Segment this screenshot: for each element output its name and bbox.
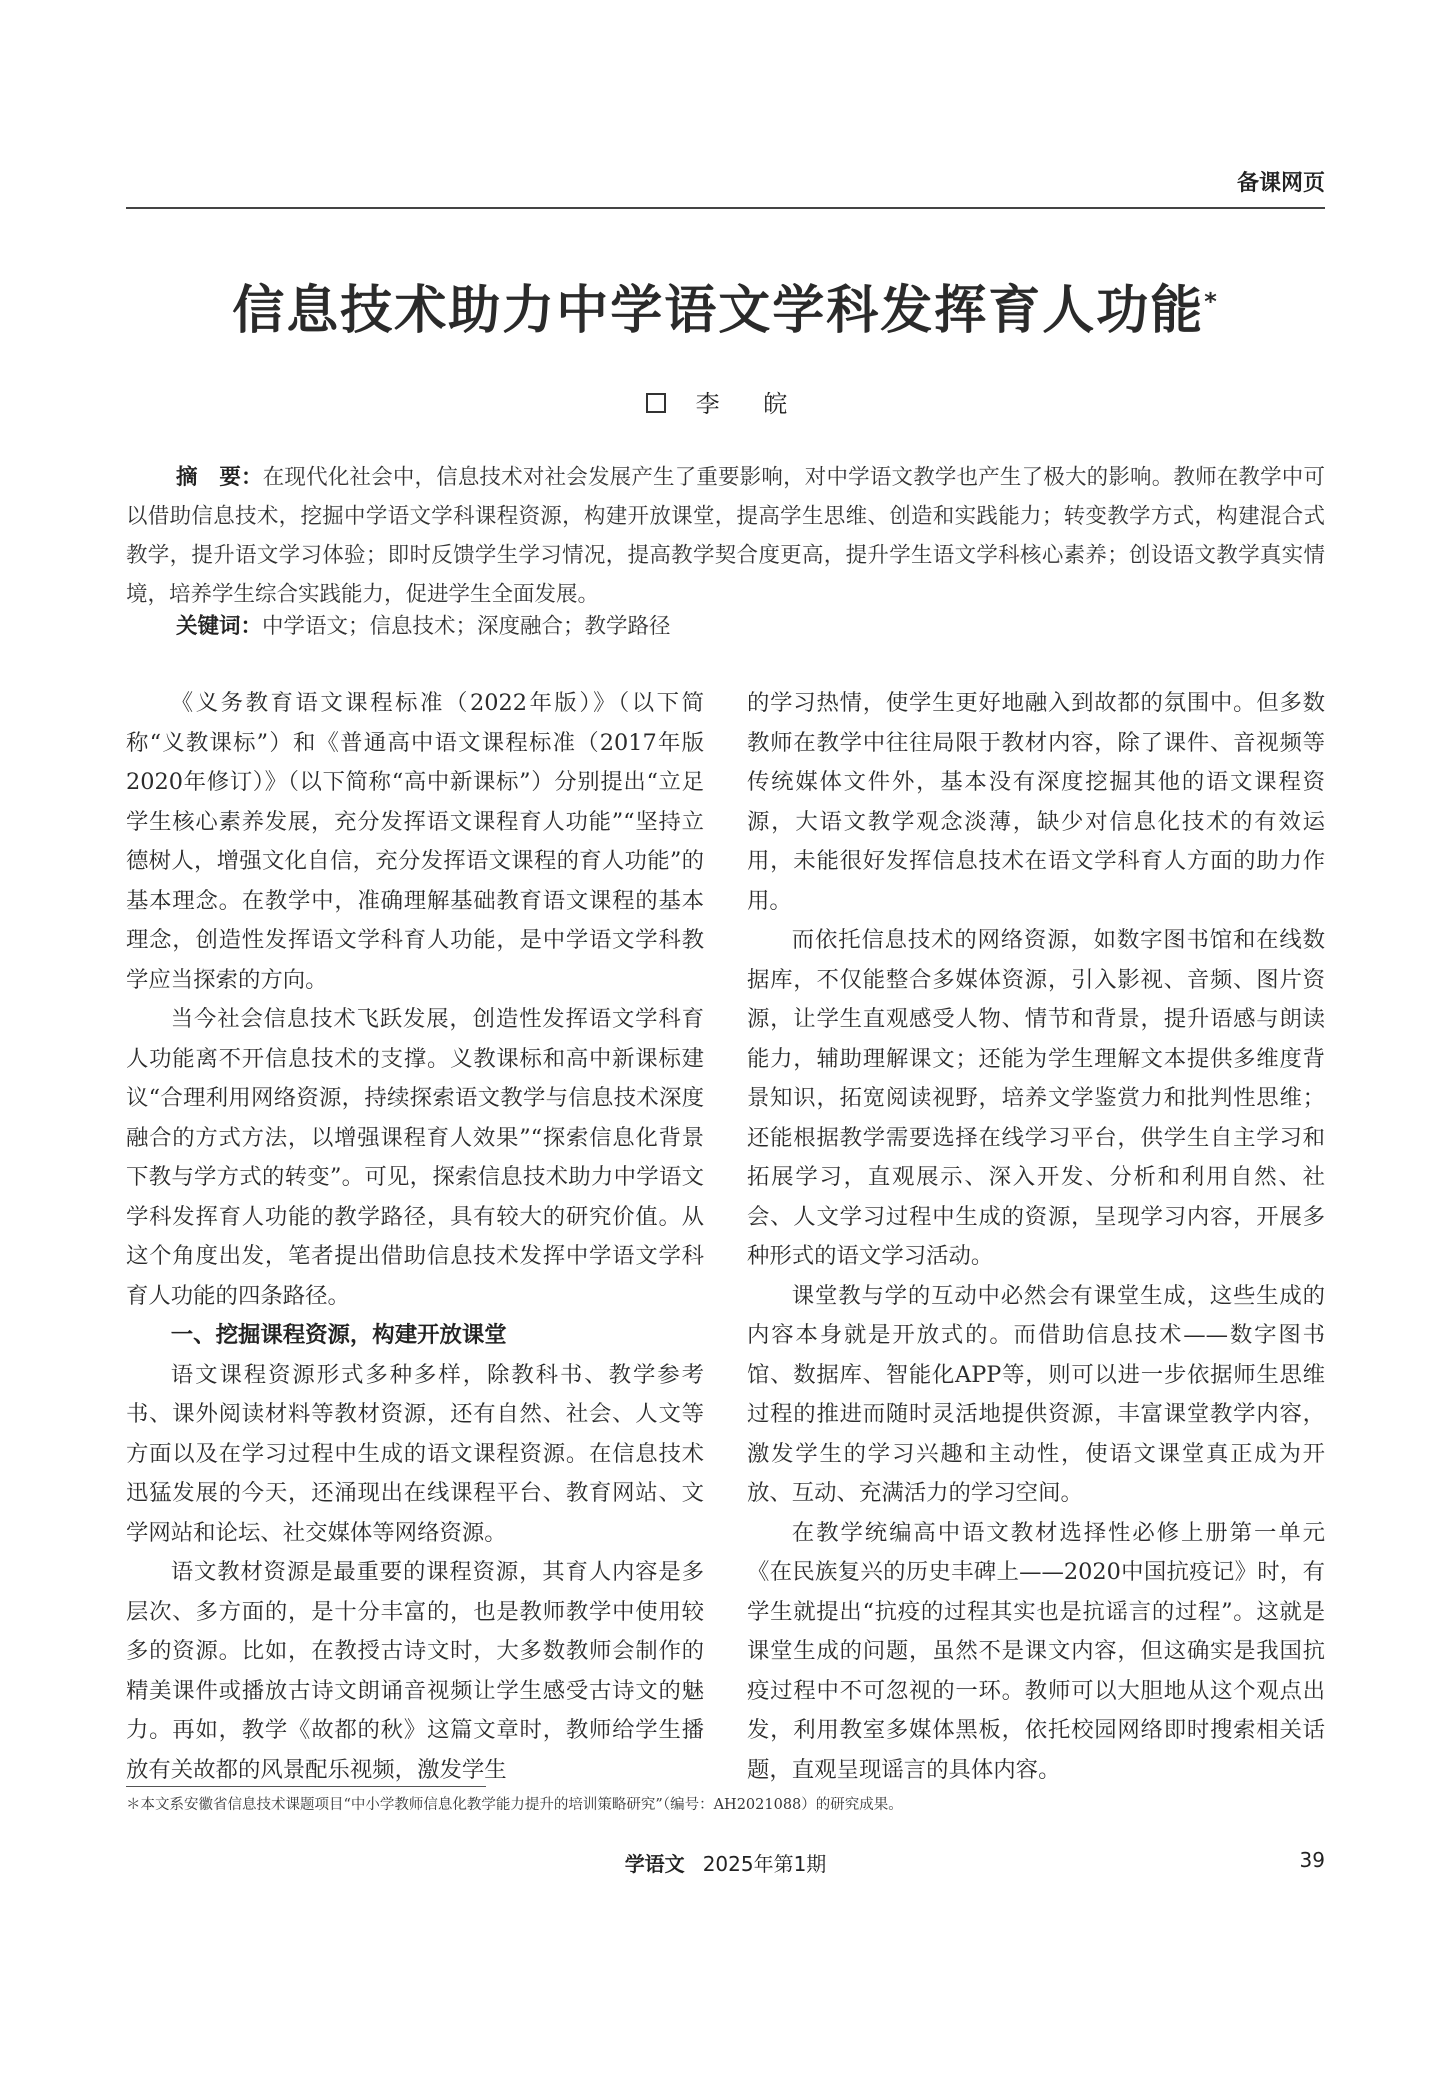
- page-number: 39: [1299, 1848, 1325, 1872]
- abstract-text: 在现代化社会中，信息技术对社会发展产生了重要影响，对中学语文教学也产生了极大的影响。教师在教学中可以借助信息技术，挖掘中学语文学科课程资源，构建开放课堂，提高学生思维、创造和实践能力；转变教学方式，构建混合式教学，提升语文学习体验；即时反馈学生学习情况，提高教学契合度更高，提升学生语文学科核心素养；创设语文教学真实情境，培养学生综合实践能力，促进学生全面发展。: [126, 465, 1325, 607]
- paragraph: 课堂教与学的互动中必然会有课堂生成，这些生成的内容本身就是开放式的。而借助信息技术——数字图书馆、数据库、智能化APP等，则可以进一步依据师生思维过程的推进而随时灵活地提供资源，丰富课堂教学内容，激发学生的学习兴趣和主动性，使语文课堂真正成为开放、互动、充满活力的学习空间。: [747, 1282, 1325, 1506]
- page-footer: [126, 1848, 1325, 1878]
- paragraph-continued: 的学习热情，使学生更好地融入到故都的氛围中。但多数教师在教学中往往局限于教材内容，除了课件、音视频等传统媒体文件外，基本没有深度挖掘其他的语文课程资源，大语文教学观念淡薄，缺少对信息化技术的有效运用，未能很好发挥信息技术在语文学科育人方面的助力作用。: [747, 690, 1325, 914]
- article-title: [126, 268, 1325, 343]
- title-footnote-mark: *: [1204, 287, 1219, 316]
- paragraph: 《义务教育语文课程标准（2022年版）》（以下简称“义教课标”）和《普通高中语文课程标准（2017年版2020年修订）》（以下简称“高中新课标”）分别提出“立足学生核心素养发展，充分发挥语文课程育人功能”“坚持立德树人，增强文化自信，充分发挥语文课程的育人功能”的基本理念。在教学中，准确理解基础教育语文课程的基本理念，创造性发挥语文学科育人功能，是中学语文学科教学应当探索的方向。: [126, 690, 704, 993]
- abstract: [126, 458, 1325, 614]
- header-rule: [126, 207, 1325, 209]
- keywords-text: 中学语文；信息技术；深度融合；教学路径: [262, 614, 671, 639]
- author-box-icon: [646, 393, 666, 413]
- paragraph: 而依托信息技术的网络资源，如数字图书馆和在线数据库，不仅能整合多媒体资源，引入影视、音频、图片资源，让学生直观感受人物、情节和背景，提升语感与朗读能力，辅助理解课文；还能为学生理解文本提供多维度背景知识，拓宽阅读视野，培养文学鉴赏力和批判性思维；还能根据教学需要选择在线学习平台，供学生自主学习和拓展学习，直观展示、深入开发、分析和利用自然、社会、人文学习过程中生成的资源，呈现学习内容，开展多种形式的语文学习活动。: [747, 927, 1325, 1269]
- keywords-label: 关键词：: [176, 614, 263, 639]
- journal-info: [126, 1848, 1325, 1877]
- footnote-rule: [126, 1786, 486, 1787]
- paragraph: 在教学统编高中语文教材选择性必修上册第一单元《在民族复兴的历史丰碑上——2020中国抗疫记》时，有学生就提出“抗疫的过程其实也是抗谣言的过程”。这就是课堂生成的问题，虽然不是课文内容，但这确实是我国抗疫过程中不可忽视的一环。教师可以大胆地从这个观点出发，利用教室多媒体黑板，依托校园网络即时搜索相关话题，直观呈现谣言的具体内容。: [747, 1519, 1325, 1783]
- paragraph: 语文课程资源形式多种多样，除教科书、教学参考书、课外阅读材料等教材资源，还有自然、社会、人文等方面以及在学习过程中生成的语文课程资源。在信息技术迅猛发展的今天，还涌现出在线课程平台、教育网站、文学网站和论坛、社交媒体等网络资源。: [126, 1361, 704, 1546]
- paragraph: 当今社会信息技术飞跃发展，创造性发挥语文学科育人功能离不开信息技术的支撑。义教课标和高中新课标建议“合理利用网络资源，持续探索语文教学与信息技术深度融合的方式方法，以增强课程育人效果”“探索信息化背景下教与学方式的转变”。可见，探索信息技术助力中学语文学科发挥育人功能的教学路径，具有较大的研究价值。从这个角度出发，笔者提出借助信息技术发挥中学语文学科育人功能的四条路径。: [126, 1006, 704, 1309]
- keywords: [176, 607, 1325, 646]
- author-name: 李 皖: [695, 390, 806, 418]
- left-column: [126, 684, 704, 1790]
- author-line: [126, 384, 1325, 419]
- footnote: ＊本文系安徽省信息技术课题项目“中小学教师信息化教学能力提升的培训策略研究”（编号：AH2021088）的研究成果。: [126, 1797, 903, 1813]
- abstract-label: 摘 要：: [176, 465, 263, 490]
- title-text: 信息技术助力中学语文学科发挥育人功能: [232, 281, 1205, 341]
- right-column: [747, 684, 1325, 1790]
- journal-issue: 2025年第1期: [702, 1852, 827, 1876]
- journal-name: 学语文: [624, 1852, 685, 1876]
- section-heading: 一、挖掘课程资源，构建开放课堂: [170, 1322, 507, 1348]
- paragraph: 语文教材资源是最重要的课程资源，其育人内容是多层次、多方面的，是十分丰富的，也是教师教学中使用较多的资源。比如，在教授古诗文时，大多数教师会制作的精美课件或播放古诗文朗诵音视频让学生感受古诗文的魅力。再如，教学《故都的秋》这篇文章时，教师给学生播放有关故都的风景配乐视频，激发学生: [126, 1559, 704, 1783]
- section-header: 备课网页: [1236, 171, 1325, 196]
